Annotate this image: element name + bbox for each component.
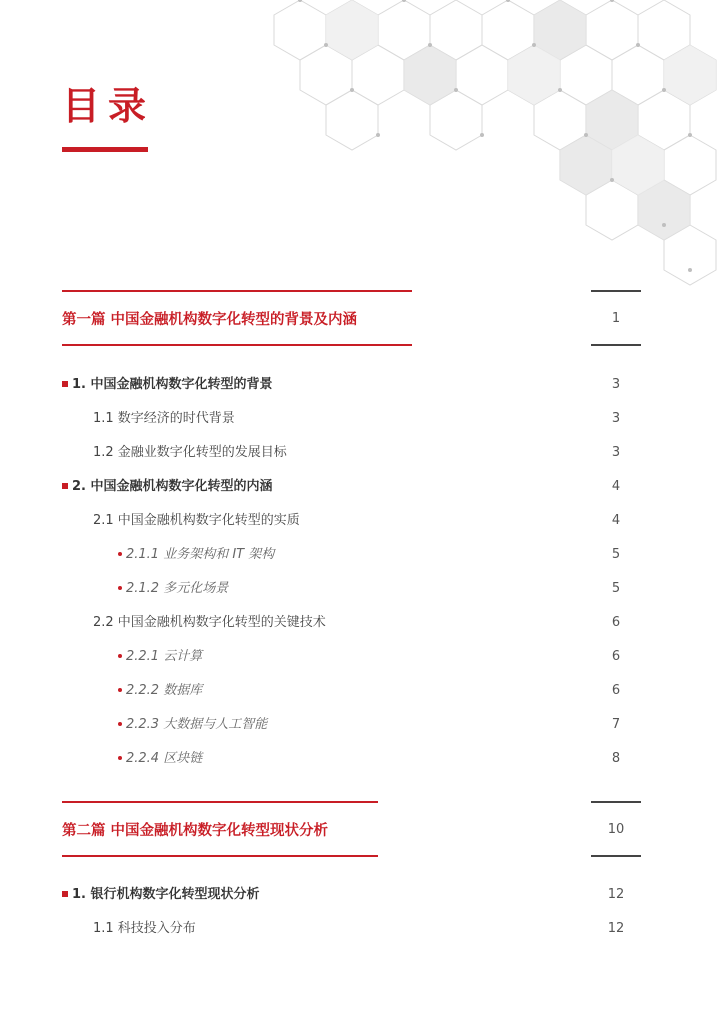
square-bullet-icon bbox=[62, 483, 68, 489]
entry-page-number: 6 bbox=[611, 649, 621, 664]
toc-entry[interactable] bbox=[0, 476, 719, 498]
page-title: 目录 bbox=[62, 84, 155, 128]
entry-label: 2.2.2 数据库 bbox=[126, 683, 203, 698]
dot-bullet-icon bbox=[118, 688, 122, 692]
entry-page-number: 8 bbox=[611, 751, 621, 766]
toc-entry[interactable] bbox=[0, 884, 719, 906]
toc-section-2-page bbox=[591, 801, 641, 857]
toc-entry[interactable] bbox=[0, 442, 719, 464]
section-page-number: 10 bbox=[607, 821, 625, 837]
entry-label: 1.1 数字经济的时代背景 bbox=[93, 411, 235, 426]
entry-page-number: 12 bbox=[607, 921, 625, 936]
entry-label: 2. 中国金融机构数字化转型的内涵 bbox=[72, 479, 273, 494]
toc-entry[interactable] bbox=[0, 714, 719, 736]
entry-label: 2.1 中国金融机构数字化转型的实质 bbox=[93, 513, 300, 528]
entry-label: 2.2.1 云计算 bbox=[126, 649, 203, 664]
toc-section-2[interactable] bbox=[62, 801, 378, 857]
toc-section-1[interactable] bbox=[62, 290, 412, 346]
entry-page-number: 5 bbox=[611, 547, 621, 562]
toc-entry[interactable] bbox=[0, 918, 719, 940]
entry-label: 1.2 金融业数字化转型的发展目标 bbox=[93, 445, 287, 460]
toc-entry[interactable] bbox=[0, 748, 719, 770]
entry-label: 2.2 中国金融机构数字化转型的关键技术 bbox=[93, 615, 326, 630]
entry-page-number: 4 bbox=[611, 479, 621, 494]
entry-label: 1.1 科技投入分布 bbox=[93, 921, 196, 936]
toc-entry[interactable] bbox=[0, 578, 719, 600]
toc-entry[interactable] bbox=[0, 374, 719, 396]
entry-label: 2.2.3 大数据与人工智能 bbox=[126, 717, 268, 732]
toc-entry[interactable] bbox=[0, 510, 719, 532]
section-label: 第二篇 中国金融机构数字化转型现状分析 bbox=[62, 822, 329, 839]
toc-entry[interactable] bbox=[0, 680, 719, 702]
dot-bullet-icon bbox=[118, 756, 122, 760]
toc-entry[interactable] bbox=[0, 646, 719, 668]
entry-label: 2.1.2 多元化场景 bbox=[126, 581, 229, 596]
square-bullet-icon bbox=[62, 891, 68, 897]
entry-page-number: 4 bbox=[611, 513, 621, 528]
toc-section-1-page bbox=[591, 290, 641, 346]
dot-bullet-icon bbox=[118, 586, 122, 590]
entry-label: 1. 银行机构数字化转型现状分析 bbox=[72, 887, 260, 902]
entry-page-number: 12 bbox=[607, 887, 625, 902]
dot-bullet-icon bbox=[118, 654, 122, 658]
dot-bullet-icon bbox=[118, 722, 122, 726]
entry-page-number: 3 bbox=[611, 377, 621, 392]
entry-page-number: 3 bbox=[611, 411, 621, 426]
square-bullet-icon bbox=[62, 381, 68, 387]
section-label: 第一篇 中国金融机构数字化转型的背景及内涵 bbox=[62, 311, 358, 328]
toc-entry[interactable] bbox=[0, 544, 719, 566]
section-page-number: 1 bbox=[611, 310, 621, 326]
toc-entry[interactable] bbox=[0, 408, 719, 430]
entry-page-number: 6 bbox=[611, 615, 621, 630]
entry-page-number: 7 bbox=[611, 717, 621, 732]
entry-page-number: 5 bbox=[611, 581, 621, 596]
dot-bullet-icon bbox=[118, 552, 122, 556]
entry-label: 1. 中国金融机构数字化转型的背景 bbox=[72, 377, 273, 392]
entry-label: 2.1.1 业务架构和 IT 架构 bbox=[126, 547, 275, 562]
entry-page-number: 6 bbox=[611, 683, 621, 698]
toc-entry[interactable] bbox=[0, 612, 719, 634]
entry-page-number: 3 bbox=[611, 445, 621, 460]
entry-label: 2.2.4 区块链 bbox=[126, 751, 203, 766]
title-underline bbox=[62, 147, 148, 152]
